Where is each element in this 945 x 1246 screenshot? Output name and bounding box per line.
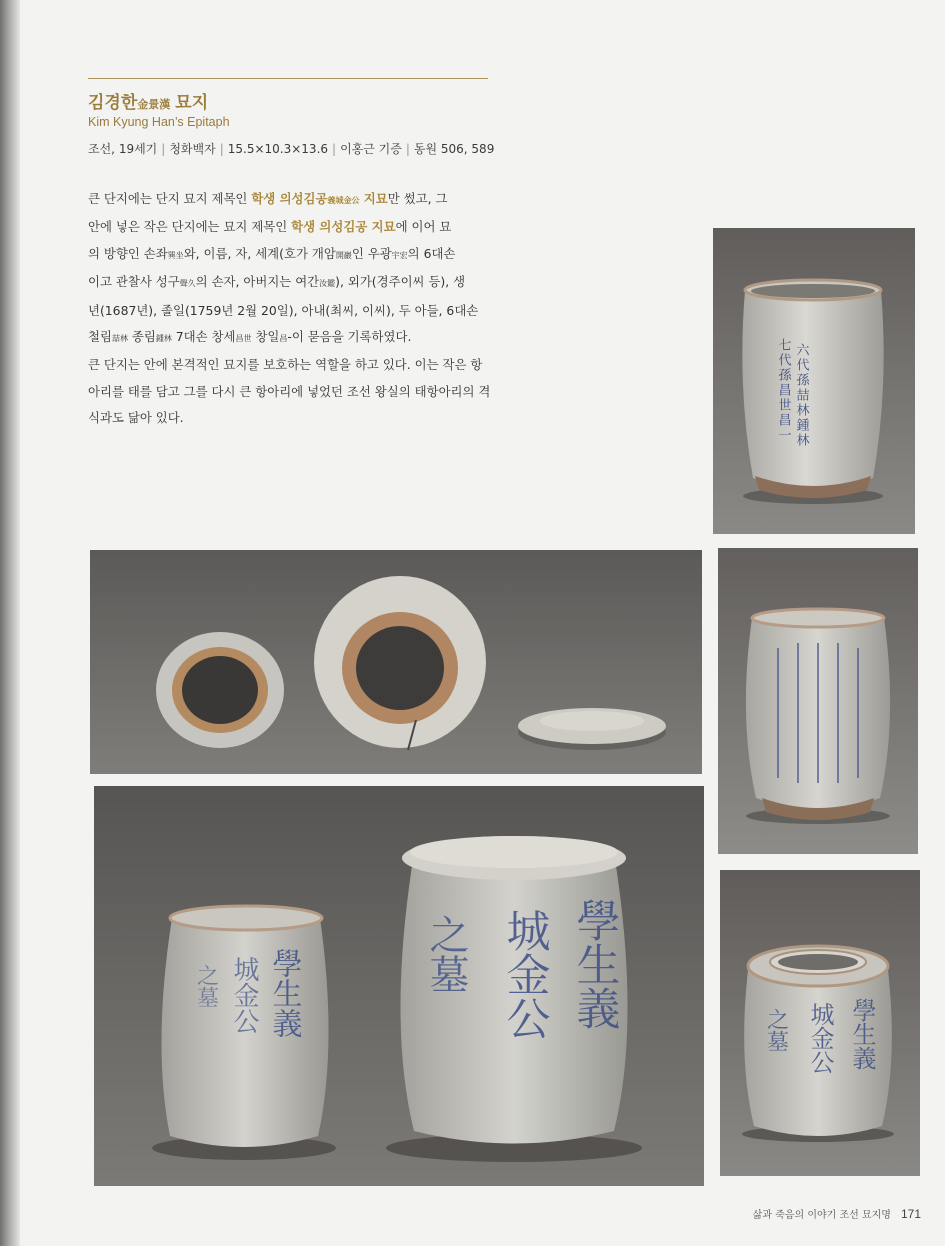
text-run: 에 이어 묘 (395, 219, 452, 235)
meta-dimensions: 15.5×10.3×13.6 (227, 142, 329, 156)
artifact-metadata (88, 140, 494, 157)
meta-accession: 동원 506, 589 (413, 142, 495, 156)
text-run: 의 방향인 손좌 (88, 245, 168, 261)
meta-separator: | (219, 142, 224, 156)
text-run: 의 6대손 (407, 245, 456, 261)
photo-graphic (90, 550, 702, 774)
page-gutter-shadow (0, 0, 20, 1246)
photo-jar-side-inscription (718, 548, 918, 854)
text-run: -이 묻음을 기록하였다. (287, 329, 412, 345)
title-korean: 김경한 (88, 93, 138, 113)
highlight-term: 지묘 (359, 191, 388, 206)
large-jar-inscription-2: 城金公 (498, 908, 550, 1040)
text-run: 만 썼고, 그 (387, 191, 448, 206)
nested-jar-inscription-3: 之墓 (763, 1008, 789, 1052)
large-jar-inscription-3: 之墓 (423, 914, 469, 994)
photo-jars-front-inscription (94, 786, 704, 1186)
page-title (88, 88, 208, 113)
hanja-gloss: 喆林 (111, 334, 128, 344)
meta-material: 청화백자 (169, 142, 216, 156)
hanja-gloss: 聲久 (179, 279, 196, 289)
text-run: 철림 (88, 329, 112, 345)
description-paragraph-2: 큰 단지는 안에 본격적인 묘지를 보호하는 역할을 하고 있다. 이는 작은 항아리를 태를 담고 그를 다시 큰 항아리에 넣었던 조선 왕실의 태항아리의 격식과도 닮아 있다. (88, 357, 491, 426)
meta-separator: | (161, 142, 166, 156)
small-jar-inscription-3: 之墓 (193, 964, 219, 1008)
title-suffix: 묘지 (175, 93, 209, 113)
text-run: 의 손자, 아버지는 여간 (195, 274, 320, 290)
page-subtitle: Kim Kyung Han’s Epitaph (88, 115, 230, 129)
title-hanja: 金景漢 (137, 98, 171, 111)
text-run: 종림 (127, 329, 156, 345)
photo-small-jar-inscription (713, 228, 915, 534)
description-text (88, 186, 493, 432)
text-run: 7대손 창세 (171, 329, 236, 345)
text-run: 인 우광 (351, 245, 392, 261)
text-run: 년(1687년), 졸일(1759년 2월 20일), 아내(최씨, 이씨), 두 아들, 6대손 (88, 302, 479, 318)
large-jar-inscription-1: 學生義 (568, 898, 620, 1030)
photo-graphic (718, 548, 918, 854)
meta-separator: | (332, 142, 337, 156)
inscription-col-2: 七代孫昌世昌一 (775, 338, 791, 443)
running-title: 삶과 죽음의 이야기 조선 묘지명 (752, 1210, 891, 1221)
text-run: 큰 단지에는 단지 묘지 제목인 (88, 191, 252, 206)
text-run: 이고 관찰사 성구 (88, 274, 180, 290)
small-jar-inscription-2: 城金公 (229, 956, 259, 1034)
header-rule (88, 78, 488, 79)
highlight-term: 학생 의성김공 지묘 (291, 219, 396, 235)
text-run: 와, 이름, 자, 세계(호가 개암 (183, 245, 336, 261)
photo-graphic (720, 870, 920, 1176)
photo-graphic (713, 228, 915, 534)
text-run: ), 외가(경주이씨 등), 생 (335, 274, 466, 290)
description-paragraph-1 (88, 186, 493, 352)
meta-separator: | (405, 142, 410, 156)
hanja-gloss: 宇宏 (391, 250, 408, 260)
hanja-gloss: 昌 (279, 334, 288, 344)
inscription-col-1: 六代孫喆林鍾林 (793, 343, 809, 448)
meta-period: 조선, 19세기 (88, 142, 158, 156)
small-jar-inscription-1: 學生義 (266, 948, 302, 1038)
hanja-gloss: 鍾林 (155, 334, 172, 344)
page-number: 171 (900, 1207, 921, 1221)
hanja-gloss: 開巖 (335, 250, 352, 260)
page-footer (753, 1206, 921, 1221)
hanja-gloss: 巽坐 (167, 250, 184, 260)
nested-jar-inscription-1: 學生義 (848, 998, 876, 1070)
hanja-gloss: 昌世 (235, 334, 252, 344)
text-run: 안에 넣은 작은 단지에는 묘지 제목인 (88, 219, 292, 235)
text-run: 창일 (251, 329, 280, 345)
photo-graphic (94, 786, 704, 1186)
photo-nested-jar (720, 870, 920, 1176)
hanja-gloss: 義城金公 (327, 196, 360, 205)
nested-jar-inscription-2: 城金公 (806, 1002, 834, 1074)
meta-donor: 이홍근 기증 (340, 142, 402, 156)
photo-jars-topview (90, 550, 702, 774)
hanja-gloss: 汝鑑 (319, 279, 336, 289)
highlight-term: 학생 의성김공 (251, 191, 328, 206)
